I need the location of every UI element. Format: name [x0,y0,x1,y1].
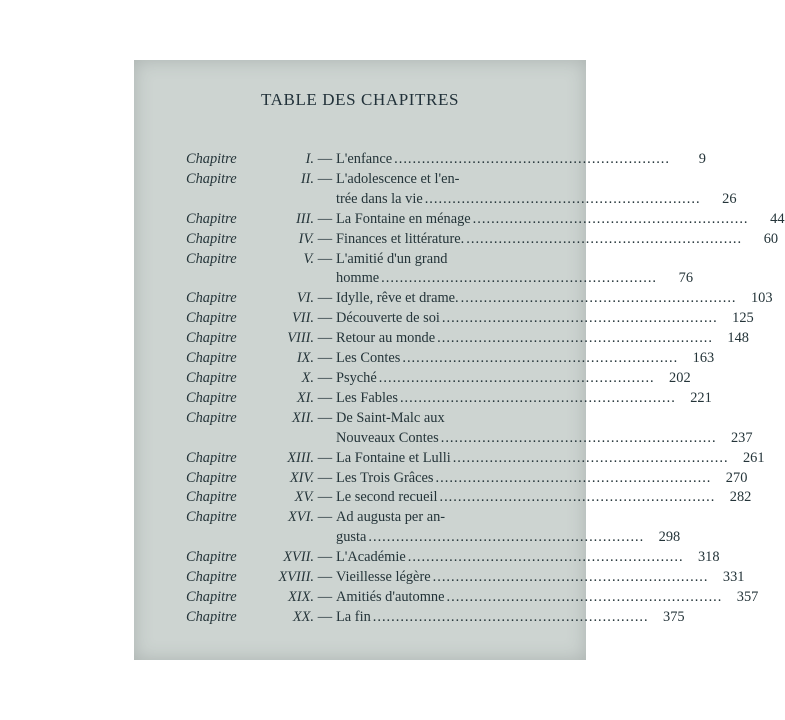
chapter-label: Chapitre [186,230,237,247]
chapter-title-line [336,349,714,369]
chapter-entry [186,289,773,309]
chapter-entry [186,150,706,170]
chapter-dash: — [317,330,333,347]
chapter-title-text: Les Fables [336,389,398,406]
dot-leader: ............................................................ [441,310,718,327]
chapter-title-text: trée dans la vie [336,190,423,207]
chapter-title-line [336,170,737,190]
page-number: 148 [727,330,749,347]
chapter-title [336,449,765,469]
chapter-dash: — [317,489,333,506]
dot-leader: ............................................................ [378,369,655,386]
chapter-dash: — [317,389,333,406]
chapter-title [336,469,747,489]
chapter-number: VII. [292,310,314,327]
chapter-dash: — [317,509,333,526]
page-number: 318 [697,549,720,566]
chapter-number: XVIII. [278,569,314,586]
chapter-label: Chapitre [186,310,237,327]
page-number: 125 [732,310,754,327]
chapter-entry [186,488,752,508]
chapter-title-text: Retour au monde [336,330,436,347]
page-number: 357 [736,588,759,605]
chapter-entry [186,409,753,449]
chapter-dash: — [317,310,333,327]
chapter-title-line [336,190,737,210]
chapter-number: XX. [292,608,314,625]
chapter-title-text: Idylle, rêve et drame. [336,290,459,307]
chapter-number: XVI. [288,509,314,526]
chapter-number: XIX. [288,588,314,605]
chapter-title [336,508,680,548]
page-number: 60 [763,230,779,247]
chapter-dash: — [317,250,333,267]
chapter-label: Chapitre [186,290,237,307]
chapter-entry [186,469,748,489]
chapter-label: Chapitre [186,509,237,526]
chapter-title-text: Vieillesse légère [336,569,431,586]
chapter-title [336,369,691,389]
chapter-label: Chapitre [186,608,237,625]
chapter-label: Chapitre [186,469,237,486]
dot-leader: ............................................................ [407,549,684,566]
dot-leader: ............................................................ [439,489,716,506]
chapter-title-text: La fin [336,608,371,625]
chapter-title-text: L'enfance [336,151,393,167]
chapter-entry [186,369,691,389]
chapter-title-line [336,469,747,489]
chapter-label: Chapitre [186,409,237,426]
chapter-title [336,289,773,309]
chapter-title-line [336,608,685,628]
chapter-label: Chapitre [186,389,237,406]
dot-leader: ............................................................ [440,429,717,446]
chapter-label: Chapitre [186,449,237,466]
chapter-entry [186,508,681,548]
chapter-number: V. [303,250,314,267]
chapter-number: IV. [298,230,314,247]
chapter-title-line [336,309,754,329]
chapter-entry [186,210,785,230]
chapter-title-line [336,548,720,568]
dot-leader: ............................................................ [424,190,701,207]
dot-leader: ............................................................ [372,608,649,625]
chapter-title [336,170,737,210]
dot-leader: ............................................................ [381,270,658,287]
chapter-number: XI. [296,389,314,406]
page-number: 44 [770,210,785,227]
page-number: 331 [722,569,745,586]
chapter-entry [186,329,749,349]
chapter-dash: — [317,230,333,247]
chapter-entry [186,230,779,250]
chapter-number: XVII. [283,549,314,566]
chapter-label: Chapitre [186,489,237,506]
page-number: 26 [722,190,737,207]
book-page [134,60,785,660]
chapter-label: Chapitre [186,151,237,167]
chapter-title-line [336,449,765,469]
chapter-label: Chapitre [186,588,237,605]
dot-leader: ............................................................ [452,449,729,466]
chapter-title [336,349,714,369]
chapter-label: Chapitre [186,250,237,267]
chapter-title [336,309,754,329]
chapter-title [336,389,712,409]
chapter-title-line [336,250,693,270]
chapter-number: XIII. [287,449,314,466]
chapter-title-line [336,409,753,429]
chapter-title-text: La Fontaine et Lulli [336,449,451,466]
chapter-title [336,568,745,588]
chapter-title-text: Le second recueil [336,489,438,506]
chapter-title-text: L'Académie [336,549,406,566]
chapter-number: XIV. [289,469,314,486]
chapter-title [336,230,778,250]
chapter-dash: — [317,290,333,307]
dot-leader: ............................................................ [446,588,723,605]
table-of-contents [186,150,785,628]
chapter-entry [186,449,765,469]
chapter-entry [186,548,720,568]
dot-leader: ............................................................ [399,389,676,406]
page-number: 202 [669,369,691,386]
chapter-number: XV. [294,489,314,506]
chapter-dash: — [317,369,333,386]
chapter-title-line [336,150,706,170]
chapter-label: Chapitre [186,549,237,566]
dot-leader: ............................................................ [472,210,749,227]
chapter-dash: — [317,409,333,426]
dot-leader: ............................................................ [435,469,712,486]
dot-leader: ............................................................ [432,569,709,586]
chapter-entry [186,309,754,329]
dot-leader: ............................................................ [460,290,737,307]
chapter-title-line [336,488,751,508]
chapter-title-line [336,508,680,528]
chapter-number: III. [296,210,314,227]
chapter-dash: — [317,608,333,625]
chapter-dash: — [317,210,333,227]
chapter-title-text: L'amitié d'un grand [336,250,448,267]
page-number: 76 [678,270,694,287]
dot-leader: ............................................................ [394,151,670,167]
chapter-title [336,608,685,628]
chapter-entry [186,170,737,210]
dot-leader: ............................................................ [437,330,713,347]
chapter-dash: — [317,350,333,367]
chapter-label: Chapitre [186,350,237,367]
chapter-title-line [336,588,758,608]
chapter-entry [186,608,685,628]
chapter-entry [186,568,745,588]
chapter-number: VI. [296,290,314,307]
page-number: 103 [750,290,773,307]
chapter-title-text: Finances et littérature. [336,230,465,247]
chapter-title-text: Découverte de soi [336,310,440,327]
chapter-title [336,250,693,290]
chapter-title [336,588,758,608]
dot-leader: ............................................................ [466,230,743,247]
chapter-entry [186,349,715,369]
chapter-dash: — [317,588,333,605]
chapter-title [336,548,720,568]
chapter-title [336,488,751,508]
chapter-title-line [336,230,778,250]
chapter-title-line [336,269,693,289]
chapter-title-line [336,329,749,349]
chapter-dash: — [317,449,333,466]
chapter-dash: — [317,151,333,167]
chapter-number: I. [305,151,314,167]
dot-leader: ............................................................ [368,529,645,546]
chapter-title-line [336,528,680,548]
page-number: 163 [692,350,715,367]
chapter-title [336,409,753,449]
chapter-title-text: Les Trois Grâces [336,469,434,486]
chapter-label: Chapitre [186,210,237,227]
chapter-label: Chapitre [186,330,237,347]
page-number: 298 [658,529,681,546]
dot-leader: ............................................................ [402,350,679,367]
chapter-title-line [336,429,753,449]
chapter-title-text: De Saint-Malc aux [336,409,445,426]
chapter-title-text: Psyché [336,369,377,386]
chapter-label: Chapitre [186,569,237,586]
page-number: 237 [730,429,753,446]
chapter-title-text: Amitiés d'automne [336,588,445,605]
chapter-entry [186,588,759,608]
chapter-title-text: homme [336,270,380,287]
chapter-title-line [336,210,785,230]
chapter-title-text: Nouveaux Contes [336,429,439,446]
page-title: TABLE DES CHAPITRES [261,90,459,109]
chapter-title-line [336,568,745,588]
page-number: 221 [690,389,712,406]
page-number: 261 [742,449,765,466]
chapter-dash: — [317,569,333,586]
chapter-dash: — [317,170,333,187]
chapter-entry [186,389,712,409]
chapter-number: II. [300,170,314,187]
chapter-label: Chapitre [186,369,237,386]
chapter-title-line [336,289,773,309]
chapter-title-text: L'adolescence et l'en- [336,170,460,187]
chapter-title [336,150,706,170]
chapter-number: X. [301,369,314,386]
page-number: 270 [725,469,748,486]
chapter-number: XII. [292,409,314,426]
chapter-label: Chapitre [186,170,237,187]
chapter-title [336,329,749,349]
chapter-number: VIII. [287,330,314,347]
chapter-title-text: La Fontaine en ménage [336,210,471,227]
page-number: 282 [729,489,752,506]
chapter-entry [186,250,694,290]
chapter-title-line [336,369,691,389]
page-number: 9 [698,151,706,167]
chapter-dash: — [317,549,333,566]
chapter-title-text: Ad augusta per an- [336,509,446,526]
chapter-title-text: gusta [336,529,367,546]
page-number: 375 [663,608,685,625]
chapter-title-text: Les Contes [336,350,401,367]
chapter-title-line [336,389,712,409]
chapter-dash: — [317,469,333,486]
chapter-title [336,210,785,230]
chapter-number: IX. [296,350,314,367]
